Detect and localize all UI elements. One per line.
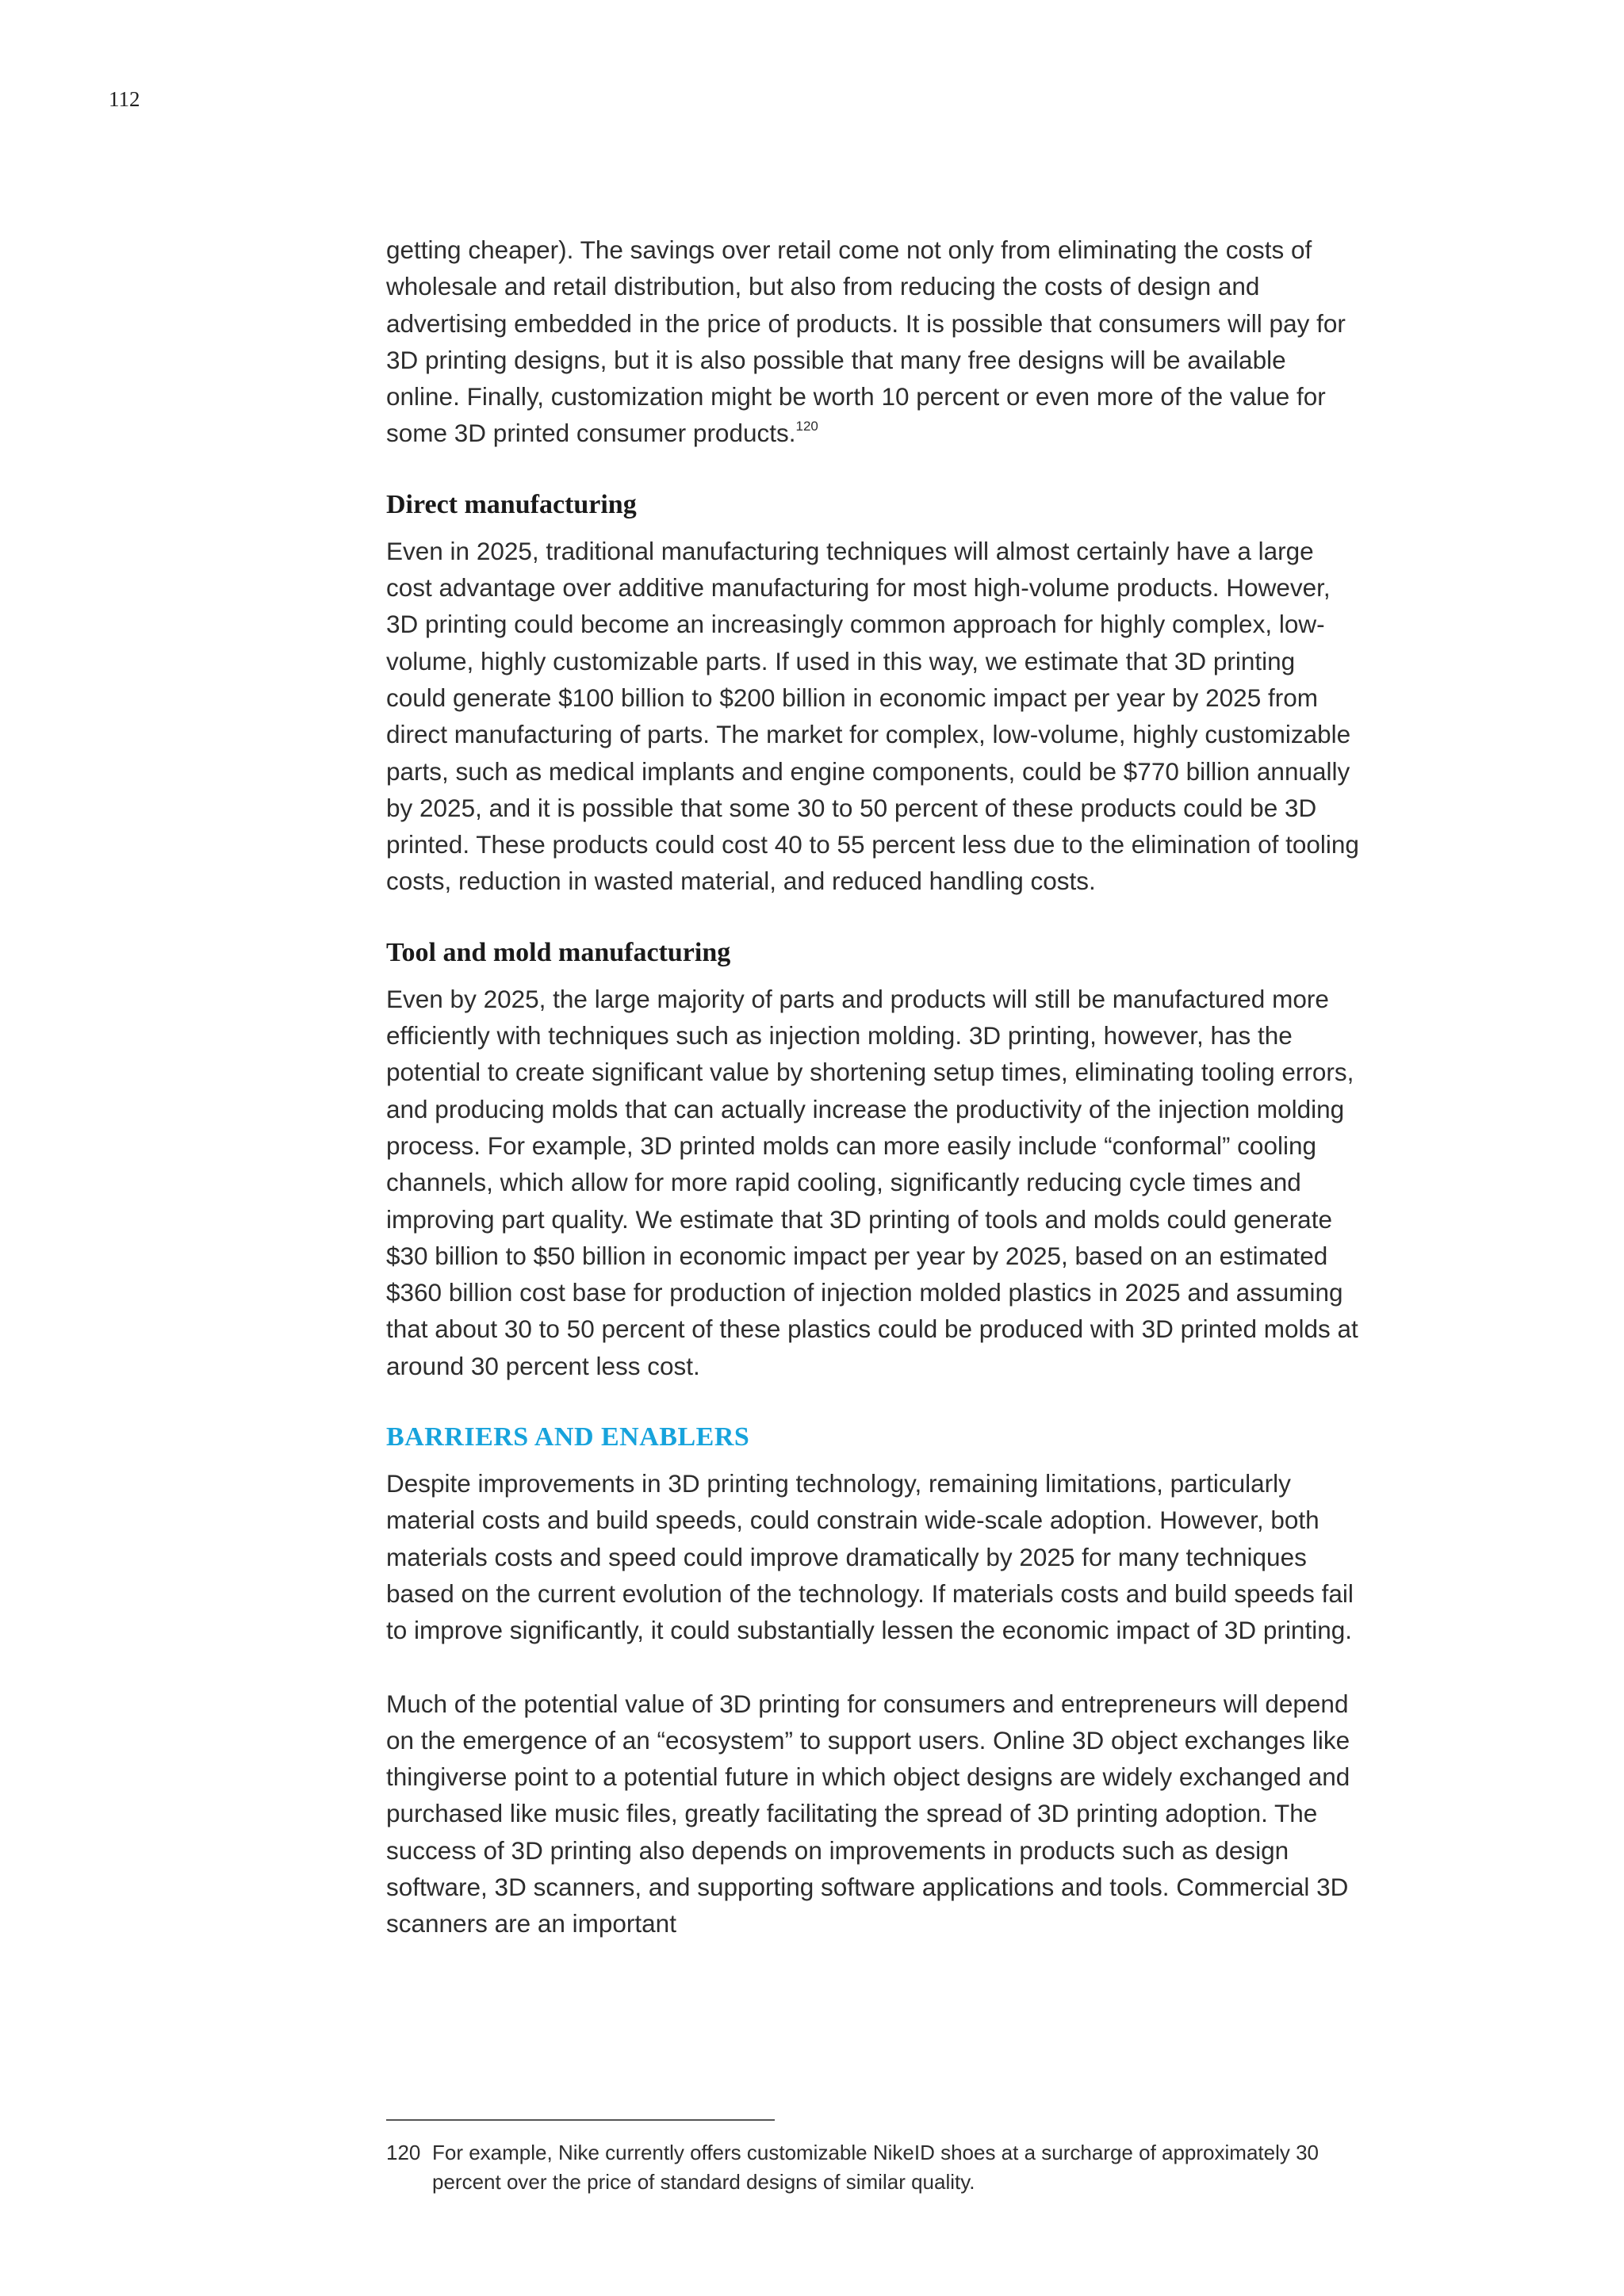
main-column	[386, 232, 1362, 1942]
barriers-paragraph-1: Despite improvements in 3D printing technology, remaining limitations, particularly material costs and build speeds, could constrain wide-scale adoption. However, both materials costs and speed could improve dramatically by 2025 for many techniques based on the current evolution of the technology. If materials costs and build speeds fail to improve significantly, it could substantially lessen the economic impact of 3D printing.	[386, 1469, 1354, 1645]
footnote-reference[interactable]: 120	[795, 419, 818, 434]
heading-tool-mold-manufacturing: Tool and mold manufacturing	[386, 937, 731, 967]
heading-barriers-enablers: BARRIERS AND ENABLERS	[386, 1422, 750, 1452]
footnote-number: 120	[386, 2141, 421, 2164]
footnote-text: For example, Nike currently offers customizable NikeID shoes at a surcharge of approximately 30 percent over the price of standard designs of similar quality.	[432, 2141, 1320, 2194]
direct-manufacturing-paragraph: Even in 2025, traditional manufacturing techniques will almost certainly have a large cost advantage over additive manufacturing for most high-volume products. However, 3D printing could become an increasingly common approach for highly complex, low-volume, highly customizable parts. If used in this way, we estimate that 3D printing could generate $100 billion to $200 billion in economic impact per year by 2025 from direct manufacturing of parts. The market for complex, low-volume, highly customizable parts, such as medical implants and engine components, could be $770 billion annually by 2025, and it is possible that some 30 to 50 percent of these products could be 3D printed. These products could cost 40 to 55 percent less due to the elimination of tooling costs, reduction in wasted material, and reduced handling costs.	[386, 536, 1359, 896]
heading-direct-manufacturing: Direct manufacturing	[386, 489, 637, 519]
tool-mold-paragraph: Even by 2025, the large majority of parts and products will still be manufactured more efficiently with techniques such as injection molding. 3D printing, however, has the potential to create significant value by shortening setup times, eliminating tooling errors, and producing molds that can actually increase the productivity of the injection molding process. For example, 3D printed molds can more easily include “conformal” cooling channels, which allow for more rapid cooling, significantly reducing cycle times and improving part quality. We estimate that 3D printing of tools and molds could generate $30 billion to $50 billion in economic impact per year by 2025, based on an estimated $360 billion cost base for production of injection molded plastics in 2025 and assuming that about 30 to 50 percent of these plastics could be produced with 3D printed molds at around 30 percent less cost.	[386, 984, 1358, 1380]
footnote-divider	[386, 2119, 775, 2121]
intro-text: getting cheaper). The savings over retail come not only from eliminating the costs of wholesale and retail distribution, but also from reducing the costs of design and advertising embedded in the price of products. It is possible that consumers will pay for 3D printing designs, but it is also possible that many free designs will be available online. Finally, customization might be worth 10 percent or even more of the value for some 3D printed consumer products.	[386, 235, 1346, 448]
intro-paragraph	[386, 232, 1362, 452]
barriers-paragraph-2: Much of the potential value of 3D printing for consumers and entrepreneurs will depend on the emergence of an “ecosystem” to support users. Online 3D object exchanges like thingiverse point to a potential future in which object designs are widely exchanged and purchased like music files, greatly facilitating the spread of 3D printing adoption. The success of 3D printing also depends on improvements in products such as design software, 3D scanners, and supporting software applications and tools. Commercial 3D scanners are an important	[386, 1689, 1350, 1938]
footnote	[386, 2138, 1369, 2197]
page-number: 112	[109, 87, 140, 111]
